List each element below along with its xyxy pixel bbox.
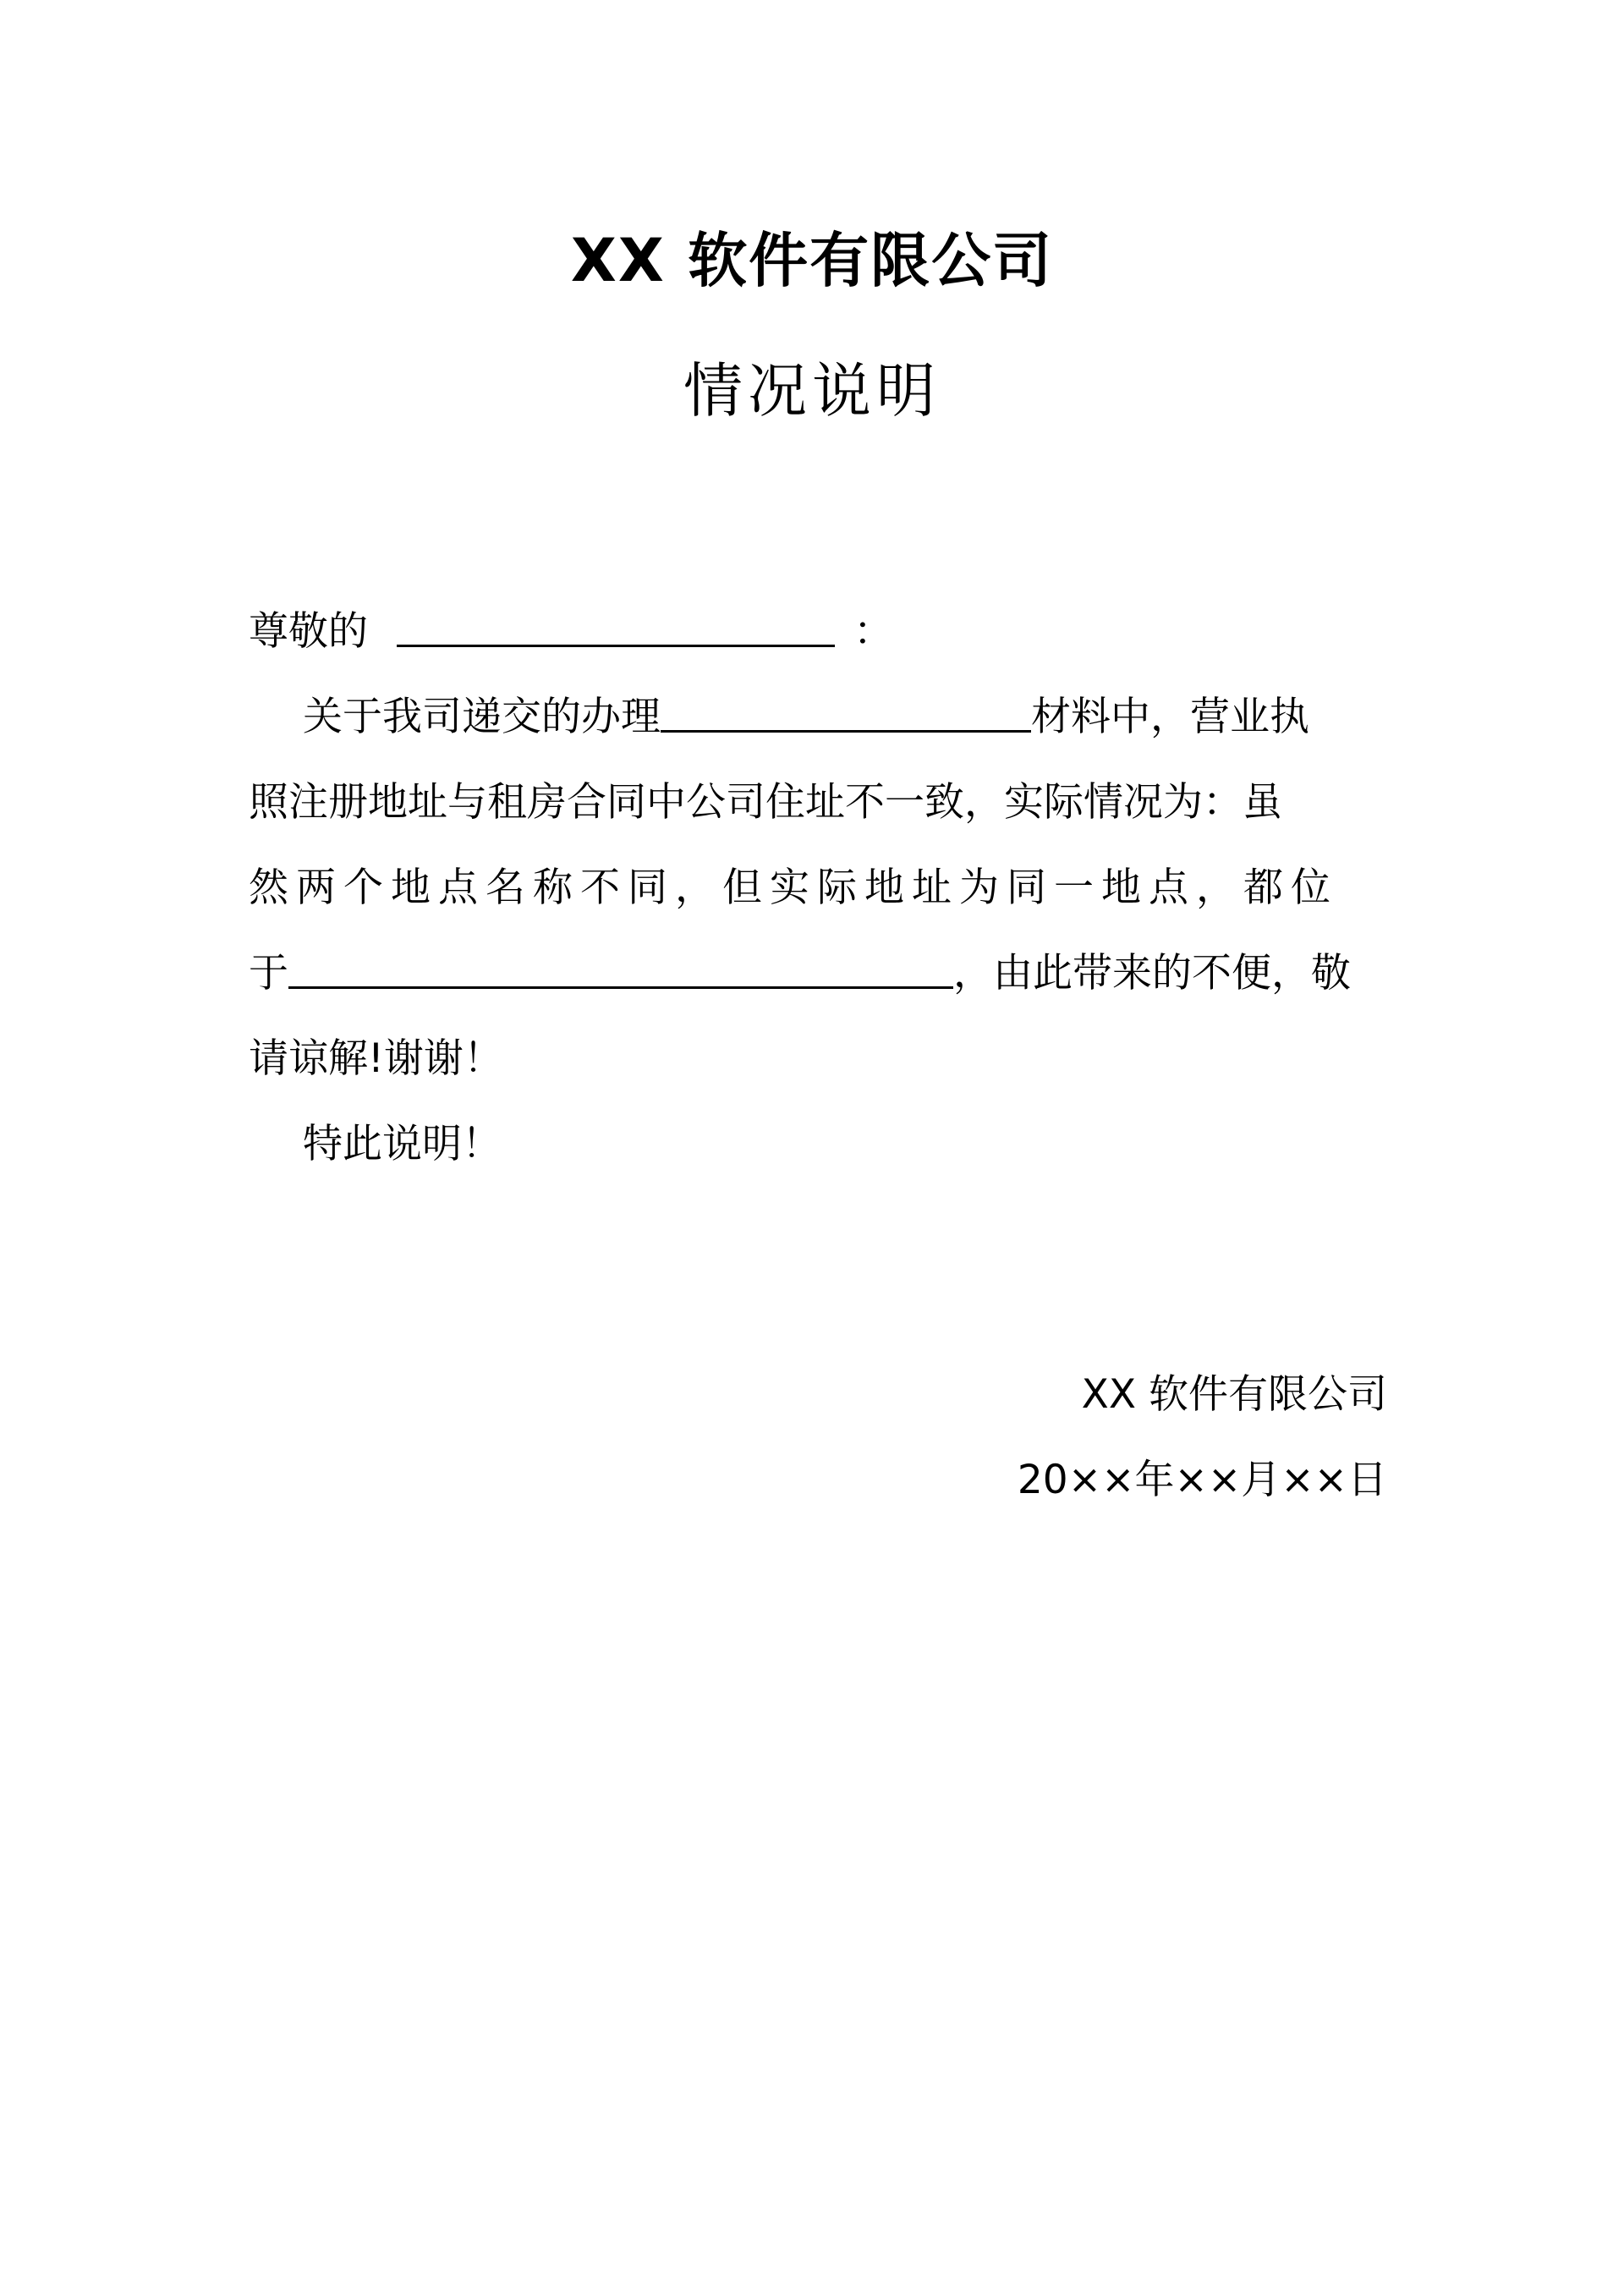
paragraph-line-1 [249,674,1387,760]
closing-text: 特此说明！ [303,1121,502,1167]
paragraph-text: 然两个地点名称不同，但实际地址为同一地点，都位 [249,865,1338,911]
salutation-prefix: 尊敬的 [249,608,368,655]
signature-date: 20××年××月××日 [1017,1457,1387,1503]
signature-block [1018,1352,1387,1523]
paragraph-text: 照注册地址与租房合同中公司住址不一致，实际情况为：虽 [249,779,1282,826]
paragraph-text: 请谅解!谢谢！ [249,1035,503,1082]
paragraph-line-5 [249,1016,1387,1101]
paragraph-text: 材料中，营业执 [1031,694,1309,740]
paragraph-text: 关于我司递交的办理 [303,694,661,740]
materials-blank [661,674,1031,733]
salutation-colon: ： [853,608,893,655]
salutation-line [249,589,1387,674]
recipient-blank [397,589,835,647]
signature-company: XX 软件有限公司 [1081,1371,1387,1418]
paragraph-line-3 [249,845,1387,931]
company-title: XX 软件有限公司 [570,226,1054,295]
paragraph-line-4 [249,931,1387,1016]
paragraph-text: 于 [249,950,288,997]
paragraph-text: ，由此带来的不便，敬 [953,950,1351,997]
document-title: 情况说明 [683,356,941,426]
paragraph-line-2 [249,760,1387,845]
address-blank [288,931,953,989]
letter-body [249,589,1387,1187]
closing-line [249,1101,1387,1187]
